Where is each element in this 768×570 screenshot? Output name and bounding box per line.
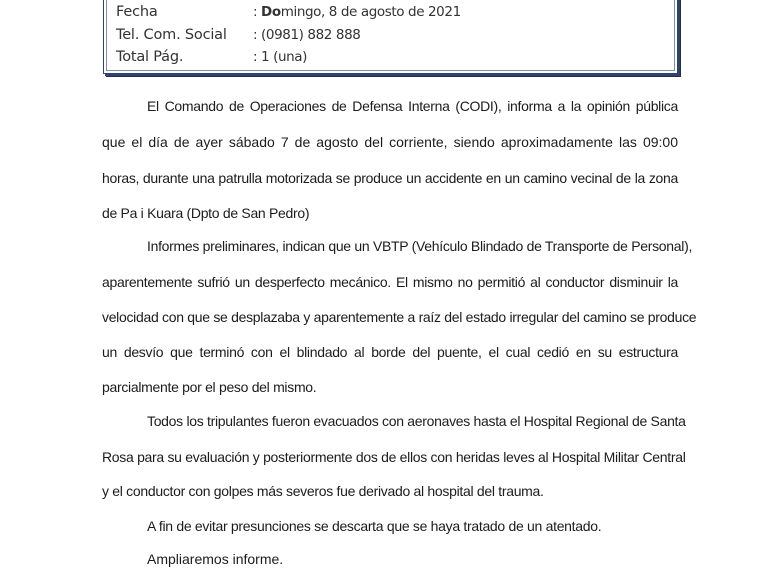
paragraph-line: y el conductor con golpes más severos fue derivado al hospital del trauma. xyxy=(102,483,544,499)
paragraph-line: Ampliaremos informe. xyxy=(147,551,284,567)
paragraph-line: aparentemente sufrió un desperfecto mecánico. El mismo no permitió al conductor disminuir la xyxy=(102,274,678,290)
meta-value: : Domingo, 8 de agosto de 2021 xyxy=(253,4,461,20)
paragraph-line: de Pa i Kuara (Dpto de San Pedro) xyxy=(102,205,310,221)
paragraph-line: horas, durante una patrulla motorizada se produce un accidente en un camino vecinal de la zona xyxy=(102,170,678,186)
meta-label: Fecha xyxy=(116,4,158,20)
paragraph-line: El Comando de Operaciones de Defensa Interna (CODI), informa a la opinión pública xyxy=(147,98,678,114)
document-header-box xyxy=(103,0,678,74)
paragraph-line: un desvío que terminó con el blindado al borde del puente, el cual cedió en su estructura xyxy=(102,344,678,360)
paragraph-line: Informes preliminares, indican que un VBTP (Vehículo Blindado de Transporte de Personal), xyxy=(147,238,693,254)
paragraph-line: Todos los tripulantes fueron evacuados con aeronaves hasta el Hospital Regional de Santa xyxy=(147,413,686,429)
meta-row-telefono xyxy=(116,27,360,43)
paragraph-line: que el día de ayer sábado 7 de agosto del corriente, siendo aproximadamente las 09:00 xyxy=(102,134,678,150)
meta-row-total-paginas xyxy=(116,49,307,65)
paragraph-line: Rosa para su evaluación y posteriormente dos de ellos con heridas leves al Hospital Militar Central xyxy=(102,449,686,465)
paragraph-line: velocidad con que se desplazaba y aparentemente a raíz del estado irregular del camino se produce xyxy=(102,309,697,325)
paragraph-line: A fin de evitar presunciones se descarta que se haya tratado de un atentado. xyxy=(147,518,602,534)
paragraph-line: parcialmente por el peso del mismo. xyxy=(102,379,317,395)
meta-value: : (0981) 882 888 xyxy=(253,27,361,43)
meta-row-fecha xyxy=(116,4,461,20)
meta-label: Tel. Com. Social xyxy=(116,27,227,43)
meta-value: : 1 (una) xyxy=(253,49,308,65)
meta-label: Total Pág. xyxy=(116,49,184,65)
